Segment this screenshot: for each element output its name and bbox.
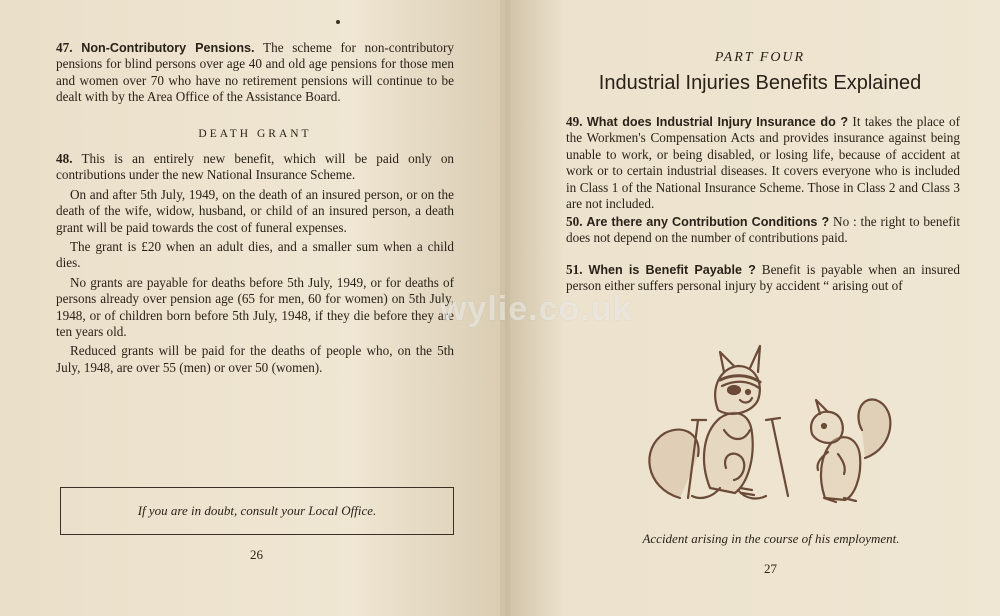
illustration-caption: Accident arising in the course of his employment. (642, 531, 900, 546)
doubt-notice-box (60, 487, 454, 535)
para-text: Benefit is payable when an insured person either suffers personal injury by accident “ arising out of (566, 262, 960, 294)
para-text: Reduced grants will be paid for the deaths of people who, on the 5th July, 1948, are over 55 (men) or over 50 (women). (56, 343, 454, 375)
para-number: 50. (566, 214, 583, 229)
notice-text: If you are in doubt, consult your Local Office. (137, 503, 377, 518)
para-heading: Are there any Contribution Conditions ? (586, 215, 830, 229)
para-text: The scheme for non-contributory pensions for blind persons over age 40 and old age pensions for those men and women over 70 who have no retirement pensions will continue to be dealt with by the Area Office of the Assistance Board. (56, 40, 454, 105)
para-text: The grant is £20 when an adult dies, and a smaller sum when a child dies. (56, 239, 454, 271)
part-label: PART FOUR (714, 50, 806, 65)
page-number-right: 27 (764, 561, 777, 576)
para-text: This is an entirely new benefit, which will be paid only on contributions under the new National Insurance Scheme. (56, 151, 455, 183)
para-text: No grants are payable for deaths before 5th July, 1949, or for deaths of persons already over pension age (65 for men, 60 for women) on 5th July, 1948, or of children born before 5th July, 1948, if they die before they are ten years old. (56, 274, 454, 340)
para-text: On and after 5th July, 1949, on the death of an insured person, or on the death of the wife, widow, husband, or child of an insured person, a death grant will be paid towards the cost of funeral expenses. (56, 186, 454, 235)
squirrel-illustration (640, 338, 900, 508)
para-text: No : the right to benefit does not depend on the number of contributions paid. (566, 214, 961, 246)
injured-squirrel (649, 346, 788, 498)
para-heading: When is Benefit Payable ? (588, 263, 756, 277)
para-number: 47. (56, 40, 73, 55)
para-number: 51. (566, 262, 583, 277)
page-number-left: 26 (250, 547, 263, 562)
para-text: It takes the place of the Workmen's Compensation Acts and provides insurance against being unable to work, or being disabled, or losing life, because of accident at work or to certain industrial diseases. It covers everyone who is included in Class 1 of the National Insurance Scheme. Those in Class 2 and Class 3 are not included. (566, 114, 960, 212)
para-heading: Non-Contributory Pensions. (81, 41, 255, 55)
paragraph-48 (56, 151, 454, 376)
para-heading: What does Industrial Injury Insurance do ? (586, 115, 849, 129)
watermark: wylie.co.uk (440, 290, 633, 328)
print-dot (336, 20, 340, 24)
paragraph-49 (566, 114, 960, 212)
section-title: DEATH GRANT (198, 128, 312, 140)
paragraph-47 (56, 40, 454, 106)
para-number: 48. (56, 151, 73, 166)
para-number: 49. (566, 114, 583, 129)
helper-squirrel (811, 399, 890, 502)
paragraph-50 (566, 214, 960, 247)
chapter-title: Industrial Injuries Benefits Explained (598, 72, 922, 94)
